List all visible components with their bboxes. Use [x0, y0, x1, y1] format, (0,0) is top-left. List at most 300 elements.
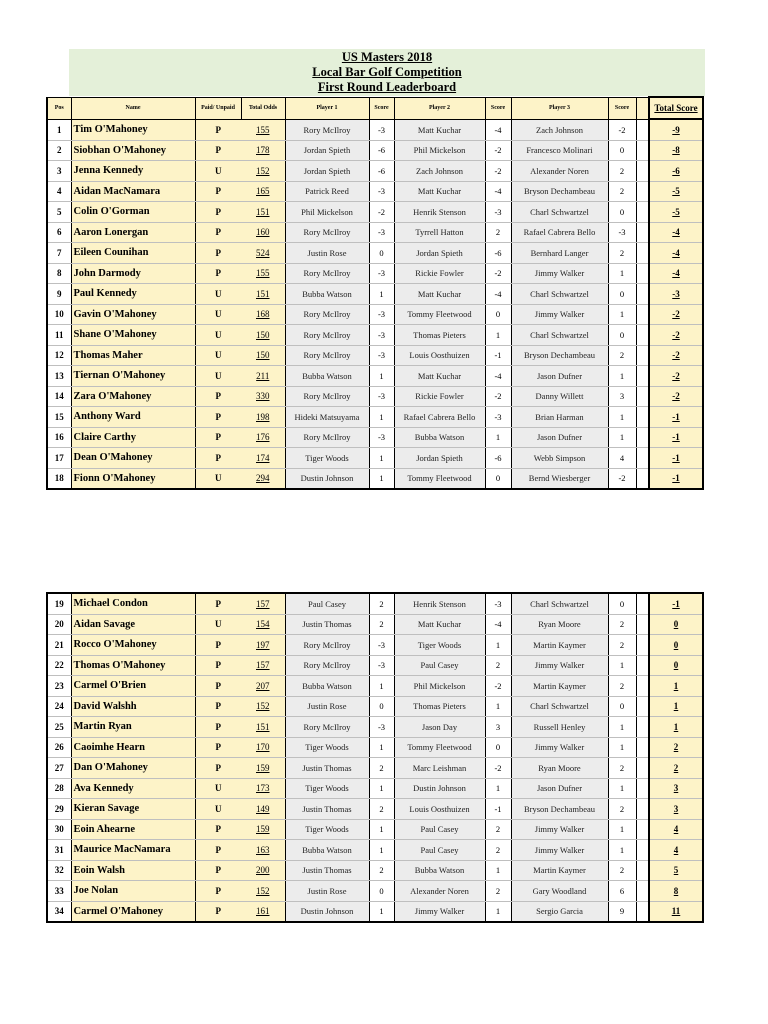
row-player3: Ryan Moore	[511, 758, 608, 779]
row-player1-score: -3	[369, 386, 394, 407]
row-position: 17	[47, 448, 71, 469]
row-total-score: -4	[649, 263, 703, 284]
row-player3: Jimmy Walker	[511, 655, 608, 676]
row-player2-score: 1	[485, 860, 511, 881]
table-row	[47, 243, 703, 264]
row-player1-score: -3	[369, 345, 394, 366]
row-total-score: 3	[649, 799, 703, 820]
row-name: Carmel O'Mahoney	[71, 901, 195, 922]
row-name: Thomas O'Mahoney	[71, 655, 195, 676]
row-player1: Rory McIlroy	[285, 386, 369, 407]
row-player3: Bryson Dechambeau	[511, 799, 608, 820]
row-paid-status: P	[195, 427, 241, 448]
row-total-score: -6	[649, 161, 703, 182]
row-paid-status: P	[195, 181, 241, 202]
row-position: 5	[47, 202, 71, 223]
row-player3: Webb Simpson	[511, 448, 608, 469]
row-spacer	[636, 161, 649, 182]
row-player3-score: 0	[608, 696, 636, 717]
row-total-odds: 200	[241, 860, 285, 881]
row-player3-score: 1	[608, 366, 636, 387]
row-total-score: -1	[649, 468, 703, 489]
table-row	[47, 284, 703, 305]
row-position: 23	[47, 676, 71, 697]
row-name: Rocco O'Mahoney	[71, 635, 195, 656]
row-paid-status: P	[195, 140, 241, 161]
row-player3-score: -2	[608, 119, 636, 140]
row-player1-score: -3	[369, 655, 394, 676]
row-player1-score: -3	[369, 717, 394, 738]
col-player3-header: Player 3	[511, 97, 608, 119]
row-player3: Jimmy Walker	[511, 737, 608, 758]
table-row	[47, 881, 703, 902]
row-player3: Martin Kaymer	[511, 635, 608, 656]
row-spacer	[636, 427, 649, 448]
row-player3: Charl Schwartzel	[511, 696, 608, 717]
row-total-odds: 170	[241, 737, 285, 758]
row-paid-status: P	[195, 593, 241, 614]
row-player2-score: 1	[485, 325, 511, 346]
row-player2-score: -4	[485, 284, 511, 305]
row-name: Ava Kennedy	[71, 778, 195, 799]
table-row	[47, 140, 703, 161]
row-player1: Bubba Watson	[285, 840, 369, 861]
row-player3-score: 2	[608, 635, 636, 656]
table-row	[47, 901, 703, 922]
row-spacer	[636, 119, 649, 140]
row-position: 32	[47, 860, 71, 881]
row-position: 34	[47, 901, 71, 922]
row-player1: Dustin Johnson	[285, 901, 369, 922]
row-name: Eoin Walsh	[71, 860, 195, 881]
row-player2: Dustin Johnson	[394, 778, 485, 799]
row-player3-score: 1	[608, 819, 636, 840]
row-player2-score: 1	[485, 901, 511, 922]
row-spacer	[636, 696, 649, 717]
row-position: 26	[47, 737, 71, 758]
row-total-score: -2	[649, 325, 703, 346]
row-player2-score: -6	[485, 448, 511, 469]
row-player3: Martin Kaymer	[511, 860, 608, 881]
row-name: Thomas Maher	[71, 345, 195, 366]
row-total-odds: 161	[241, 901, 285, 922]
row-name: Dan O'Mahoney	[71, 758, 195, 779]
row-spacer	[636, 263, 649, 284]
row-position: 27	[47, 758, 71, 779]
row-total-score: -2	[649, 345, 703, 366]
row-player2: Tommy Fleetwood	[394, 468, 485, 489]
row-position: 10	[47, 304, 71, 325]
row-player2-score: -4	[485, 119, 511, 140]
col-odds-header: Total Odds	[241, 97, 285, 119]
row-spacer	[636, 140, 649, 161]
row-player3: Francesco Molinari	[511, 140, 608, 161]
row-name: Colin O'Gorman	[71, 202, 195, 223]
row-player3-score: 2	[608, 345, 636, 366]
row-player1-score: -3	[369, 325, 394, 346]
row-total-score: 2	[649, 758, 703, 779]
col-score1-header: Score	[369, 97, 394, 119]
row-name: Jenna Kennedy	[71, 161, 195, 182]
row-spacer	[636, 304, 649, 325]
row-position: 15	[47, 407, 71, 428]
row-player3: Jason Dufner	[511, 427, 608, 448]
table-row	[47, 717, 703, 738]
row-player1: Dustin Johnson	[285, 468, 369, 489]
row-player3-score: 1	[608, 840, 636, 861]
row-total-odds: 207	[241, 676, 285, 697]
row-total-odds: 173	[241, 778, 285, 799]
row-player2: Paul Casey	[394, 655, 485, 676]
col-gap-header	[636, 97, 649, 119]
row-paid-status: P	[195, 222, 241, 243]
row-paid-status: P	[195, 407, 241, 428]
row-player2: Henrik Stenson	[394, 202, 485, 223]
table-row	[47, 202, 703, 223]
row-player3-score: 1	[608, 737, 636, 758]
row-position: 13	[47, 366, 71, 387]
row-paid-status: P	[195, 737, 241, 758]
row-spacer	[636, 655, 649, 676]
row-total-score: 2	[649, 737, 703, 758]
row-paid-status: U	[195, 284, 241, 305]
row-name: Fionn O'Mahoney	[71, 468, 195, 489]
row-player2-score: -2	[485, 263, 511, 284]
row-player2: Phil Mickelson	[394, 676, 485, 697]
row-player2-score: 2	[485, 840, 511, 861]
row-name: Carmel O'Brien	[71, 676, 195, 697]
row-player2-score: -3	[485, 202, 511, 223]
row-name: Martin Ryan	[71, 717, 195, 738]
row-player2: Bubba Watson	[394, 860, 485, 881]
row-player3-score: 2	[608, 181, 636, 202]
row-paid-status: U	[195, 325, 241, 346]
row-position: 7	[47, 243, 71, 264]
table-row	[47, 386, 703, 407]
row-player2-score: 1	[485, 635, 511, 656]
table-row	[47, 119, 703, 140]
row-position: 31	[47, 840, 71, 861]
row-position: 18	[47, 468, 71, 489]
row-total-score: -2	[649, 304, 703, 325]
leaderboard-table-top	[46, 96, 704, 490]
row-player1: Rory McIlroy	[285, 345, 369, 366]
row-total-score: 0	[649, 614, 703, 635]
row-player1: Paul Casey	[285, 593, 369, 614]
row-total-score: -3	[649, 284, 703, 305]
row-position: 20	[47, 614, 71, 635]
row-paid-status: U	[195, 778, 241, 799]
table-row	[47, 635, 703, 656]
row-name: Claire Carthy	[71, 427, 195, 448]
row-total-odds: 198	[241, 407, 285, 428]
row-player1-score: -3	[369, 119, 394, 140]
row-player1: Bubba Watson	[285, 284, 369, 305]
row-spacer	[636, 881, 649, 902]
row-player2-score: 0	[485, 304, 511, 325]
row-player1-score: 0	[369, 881, 394, 902]
row-player3: Bernd Wiesberger	[511, 468, 608, 489]
row-player2-score: -4	[485, 181, 511, 202]
row-paid-status: P	[195, 386, 241, 407]
row-player1-score: -3	[369, 181, 394, 202]
table-row	[47, 161, 703, 182]
table-row	[47, 304, 703, 325]
row-paid-status: P	[195, 655, 241, 676]
row-player3-score: 2	[608, 161, 636, 182]
row-total-odds: 151	[241, 284, 285, 305]
row-player2: Matt Kuchar	[394, 181, 485, 202]
row-player3-score: 1	[608, 304, 636, 325]
row-paid-status: P	[195, 635, 241, 656]
row-player2-score: 0	[485, 737, 511, 758]
row-name: David Walshh	[71, 696, 195, 717]
row-total-score: -1	[649, 407, 703, 428]
row-spacer	[636, 819, 649, 840]
row-total-odds: 149	[241, 799, 285, 820]
row-spacer	[636, 860, 649, 881]
title-line-1: US Masters 2018	[341, 50, 433, 64]
row-total-score: 5	[649, 860, 703, 881]
row-name: Joe Nolan	[71, 881, 195, 902]
row-player3: Zach Johnson	[511, 119, 608, 140]
row-player2: Rickie Fowler	[394, 386, 485, 407]
row-player1-score: -3	[369, 304, 394, 325]
row-total-odds: 157	[241, 655, 285, 676]
row-total-odds: 168	[241, 304, 285, 325]
table-row	[47, 676, 703, 697]
table-row	[47, 427, 703, 448]
row-player2: Rickie Fowler	[394, 263, 485, 284]
row-total-odds: 152	[241, 881, 285, 902]
row-spacer	[636, 325, 649, 346]
row-player1-score: 0	[369, 696, 394, 717]
row-player3-score: 1	[608, 655, 636, 676]
row-player3: Sergio Garcia	[511, 901, 608, 922]
row-player1-score: -3	[369, 263, 394, 284]
row-total-odds: 165	[241, 181, 285, 202]
row-total-score: -9	[649, 119, 703, 140]
row-spacer	[636, 614, 649, 635]
row-player3-score: 1	[608, 263, 636, 284]
row-player3: Alexander Noren	[511, 161, 608, 182]
col-name-header: Name	[71, 97, 195, 119]
row-name: Anthony Ward	[71, 407, 195, 428]
row-position: 33	[47, 881, 71, 902]
row-player1-score: 1	[369, 778, 394, 799]
row-total-odds: 174	[241, 448, 285, 469]
row-position: 28	[47, 778, 71, 799]
row-player3: Charl Schwartzel	[511, 284, 608, 305]
row-paid-status: P	[195, 263, 241, 284]
row-player3-score: 0	[608, 284, 636, 305]
row-spacer	[636, 407, 649, 428]
row-player3-score: 2	[608, 860, 636, 881]
row-player3: Jimmy Walker	[511, 304, 608, 325]
row-spacer	[636, 635, 649, 656]
table-row	[47, 593, 703, 614]
row-player1-score: 0	[369, 243, 394, 264]
row-spacer	[636, 593, 649, 614]
table-row	[47, 696, 703, 717]
row-player1-score: -3	[369, 222, 394, 243]
row-player1: Rory McIlroy	[285, 222, 369, 243]
row-player3-score: 2	[608, 676, 636, 697]
row-total-score: -5	[649, 181, 703, 202]
row-player3: Brian Harman	[511, 407, 608, 428]
row-paid-status: P	[195, 758, 241, 779]
row-player2: Matt Kuchar	[394, 284, 485, 305]
row-player1: Justin Rose	[285, 881, 369, 902]
row-player2: Zach Johnson	[394, 161, 485, 182]
row-player1-score: 1	[369, 366, 394, 387]
row-player1: Jordan Spieth	[285, 140, 369, 161]
row-spacer	[636, 366, 649, 387]
row-player2-score: 1	[485, 427, 511, 448]
table-row	[47, 840, 703, 861]
row-player2-score: -2	[485, 140, 511, 161]
row-player2-score: 2	[485, 819, 511, 840]
row-player1: Hideki Matsuyama	[285, 407, 369, 428]
row-position: 4	[47, 181, 71, 202]
row-player3: Jimmy Walker	[511, 819, 608, 840]
col-player2-header: Player 2	[394, 97, 485, 119]
row-player3-score: 6	[608, 881, 636, 902]
row-position: 25	[47, 717, 71, 738]
table-row	[47, 263, 703, 284]
row-player3: Bryson Dechambeau	[511, 345, 608, 366]
row-player1: Rory McIlroy	[285, 119, 369, 140]
row-player2-score: 1	[485, 778, 511, 799]
row-player2: Tommy Fleetwood	[394, 737, 485, 758]
row-player2: Marc Leishman	[394, 758, 485, 779]
row-paid-status: U	[195, 468, 241, 489]
row-player3: Russell Henley	[511, 717, 608, 738]
row-player1: Bubba Watson	[285, 366, 369, 387]
row-total-score: 1	[649, 717, 703, 738]
row-paid-status: P	[195, 676, 241, 697]
row-name: Shane O'Mahoney	[71, 325, 195, 346]
row-player3-score: 1	[608, 427, 636, 448]
col-total-header: Total Score	[649, 97, 703, 119]
row-spacer	[636, 778, 649, 799]
row-position: 22	[47, 655, 71, 676]
row-spacer	[636, 243, 649, 264]
row-player3-score: -2	[608, 468, 636, 489]
title-line-3: First Round Leaderboard	[317, 80, 457, 94]
row-position: 24	[47, 696, 71, 717]
row-player1-score: 2	[369, 593, 394, 614]
row-total-score: 3	[649, 778, 703, 799]
row-name: Caoimhe Hearn	[71, 737, 195, 758]
row-paid-status: P	[195, 901, 241, 922]
row-player2: Matt Kuchar	[394, 366, 485, 387]
row-player1-score: 2	[369, 799, 394, 820]
row-total-odds: 155	[241, 263, 285, 284]
row-player2: Bubba Watson	[394, 427, 485, 448]
row-player2: Tommy Fleetwood	[394, 304, 485, 325]
row-total-odds: 524	[241, 243, 285, 264]
row-total-score: 1	[649, 696, 703, 717]
row-player2-score: 2	[485, 222, 511, 243]
row-name: Zara O'Mahoney	[71, 386, 195, 407]
row-player2-score: 1	[485, 696, 511, 717]
row-player1: Tiger Woods	[285, 819, 369, 840]
row-player1-score: -2	[369, 202, 394, 223]
row-player2-score: -1	[485, 345, 511, 366]
row-player1: Rory McIlroy	[285, 635, 369, 656]
row-player1-score: 1	[369, 737, 394, 758]
row-total-score: -2	[649, 386, 703, 407]
row-paid-status: P	[195, 243, 241, 264]
row-spacer	[636, 181, 649, 202]
row-total-score: 11	[649, 901, 703, 922]
row-paid-status: P	[195, 881, 241, 902]
row-player2: Rafael Cabrera Bello	[394, 407, 485, 428]
row-player2-score: 2	[485, 655, 511, 676]
row-total-score: -2	[649, 366, 703, 387]
row-spacer	[636, 345, 649, 366]
row-player2: Jordan Spieth	[394, 448, 485, 469]
row-position: 30	[47, 819, 71, 840]
row-player3: Rafael Cabrera Bello	[511, 222, 608, 243]
row-total-odds: 152	[241, 161, 285, 182]
row-player3-score: 2	[608, 758, 636, 779]
row-player1: Tiger Woods	[285, 448, 369, 469]
table-row	[47, 799, 703, 820]
row-total-odds: 150	[241, 325, 285, 346]
table-row	[47, 737, 703, 758]
row-total-score: 0	[649, 635, 703, 656]
row-paid-status: U	[195, 304, 241, 325]
row-total-odds: 176	[241, 427, 285, 448]
row-player1: Patrick Reed	[285, 181, 369, 202]
row-player2-score: 3	[485, 717, 511, 738]
row-player1: Justin Thomas	[285, 758, 369, 779]
row-name: Tiernan O'Mahoney	[71, 366, 195, 387]
row-player1: Bubba Watson	[285, 676, 369, 697]
row-player3: Jason Dufner	[511, 366, 608, 387]
row-name: Aidan MacNamara	[71, 181, 195, 202]
row-position: 9	[47, 284, 71, 305]
row-total-odds: 157	[241, 593, 285, 614]
row-paid-status: P	[195, 860, 241, 881]
row-total-score: 1	[649, 676, 703, 697]
row-player1: Rory McIlroy	[285, 325, 369, 346]
row-player1: Justin Rose	[285, 243, 369, 264]
row-total-odds: 163	[241, 840, 285, 861]
row-spacer	[636, 901, 649, 922]
row-player1-score: 1	[369, 676, 394, 697]
row-player1: Rory McIlroy	[285, 717, 369, 738]
row-player2-score: -4	[485, 366, 511, 387]
row-player1-score: -6	[369, 161, 394, 182]
row-player3: Gary Woodland	[511, 881, 608, 902]
row-total-odds: 159	[241, 819, 285, 840]
row-name: Dean O'Mahoney	[71, 448, 195, 469]
row-spacer	[636, 758, 649, 779]
col-paid-header: Paid/ Unpaid	[195, 97, 241, 119]
row-player2: Louis Oosthuizen	[394, 345, 485, 366]
table-row	[47, 325, 703, 346]
row-name: Aidan Savage	[71, 614, 195, 635]
col-player1-header: Player 1	[285, 97, 369, 119]
row-paid-status: U	[195, 161, 241, 182]
row-player1-score: 2	[369, 758, 394, 779]
row-total-score: -4	[649, 222, 703, 243]
row-position: 14	[47, 386, 71, 407]
row-position: 6	[47, 222, 71, 243]
